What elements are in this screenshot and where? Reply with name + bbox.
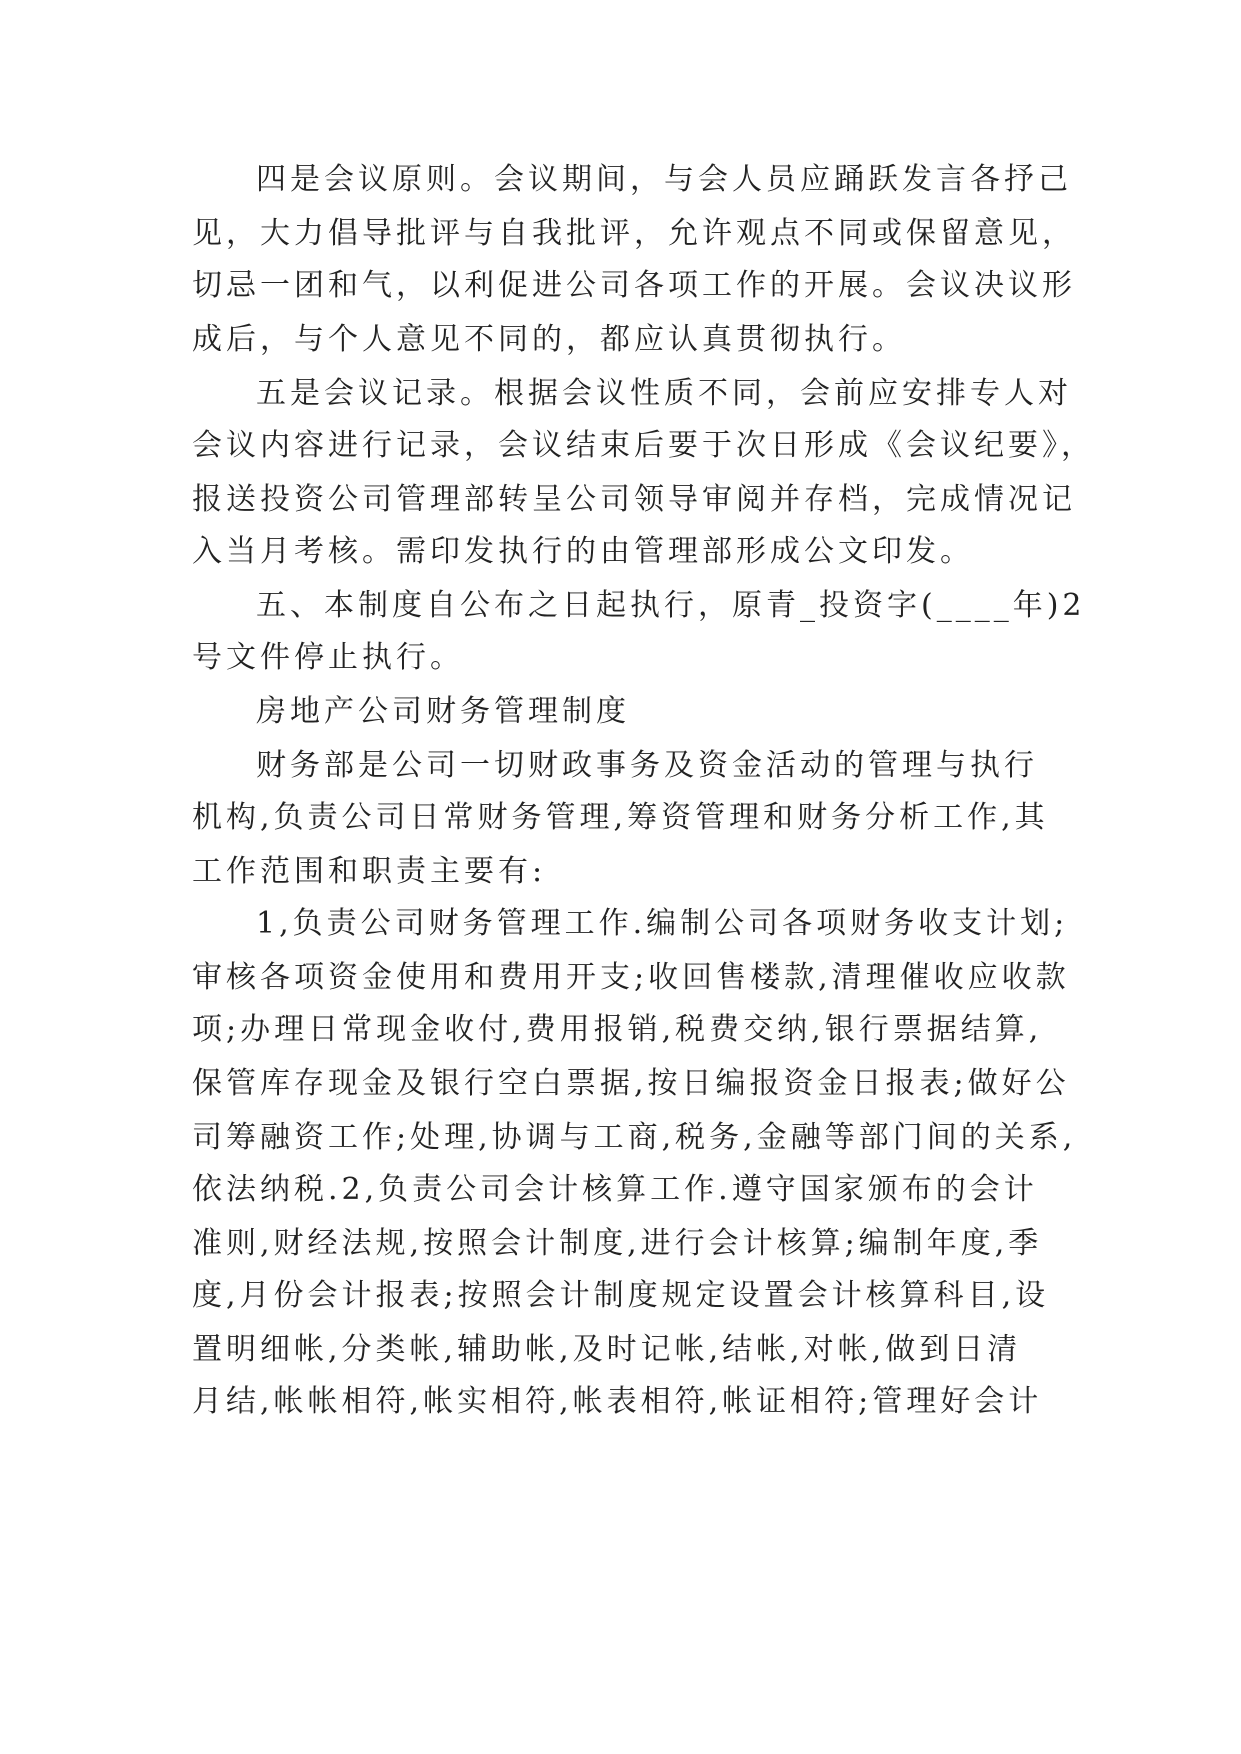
paragraph-line: 准则,财经法规,按照会计制度,进行会计核算;编制年度,季 (192, 1226, 1043, 1261)
paragraph-line: 报送投资公司管理部转呈公司领导审阅并存档，完成情况记 (192, 482, 1076, 517)
paragraph-line: 五是会议记录。根据会议性质不同，会前应安排专人对 (256, 376, 1072, 411)
paragraph-line: 1,负责公司财务管理工作.编制公司各项财务收支计划; (256, 906, 1069, 941)
paragraph-line: 工作范围和职责主要有: (192, 854, 547, 889)
paragraph-line: 置明细帐,分类帐,辅助帐,及时记帐,结帐,对帐,做到日清 (192, 1332, 1022, 1367)
paragraph-line: 审核各项资金使用和费用开支;收回售楼款,清理催收应收款 (192, 960, 1070, 995)
paragraph-line: 项;办理日常现金收付,费用报销,税费交纳,银行票据结算, (192, 1012, 1043, 1047)
paragraph-line: 依法纳税.2,负责公司会计核算工作.遵守国家颁布的会计 (192, 1172, 1038, 1207)
paragraph-line: 司筹融资工作;处理,协调与工商,税务,金融等部门间的关系, (192, 1120, 1077, 1155)
paragraph-line: 月结,帐帐相符,帐实相符,帐表相符,帐证相符;管理好会计 (192, 1384, 1043, 1419)
paragraph-line: 财务部是公司一切财政事务及资金活动的管理与执行 (256, 748, 1038, 783)
paragraph-line: 四是会议原则。会议期间，与会人员应踊跃发言各抒己 (256, 162, 1072, 197)
paragraph-line: 保管库存现金及银行空白票据,按日编报资金日报表;做好公 (192, 1066, 1070, 1101)
paragraph-line: 入当月考核。需印发执行的由管理部形成公文印发。 (192, 534, 974, 569)
paragraph-line: 机构,负责公司日常财务管理,筹资管理和财务分析工作,其 (192, 800, 1049, 835)
section-heading: 房地产公司财务管理制度 (256, 694, 630, 729)
paragraph-line: 切忌一团和气，以利促进公司各项工作的开展。会议决议形 (192, 268, 1076, 303)
paragraph-line: 号文件停止执行。 (192, 640, 464, 675)
paragraph-line: 度,月份会计报表;按照会计制度规定设置会计核算科目,设 (192, 1278, 1050, 1313)
paragraph-line: 五、本制度自公布之日起执行，原青_投资字(____年)2 (256, 588, 1086, 623)
paragraph-line: 见，大力倡导批评与自我批评，允许观点不同或保留意见， (192, 216, 1076, 251)
paragraph-line: 会议内容进行记录，会议结束后要于次日形成《会议纪要》， (192, 428, 1095, 463)
paragraph-line: 成后，与个人意见不同的，都应认真贯彻执行。 (192, 322, 906, 357)
